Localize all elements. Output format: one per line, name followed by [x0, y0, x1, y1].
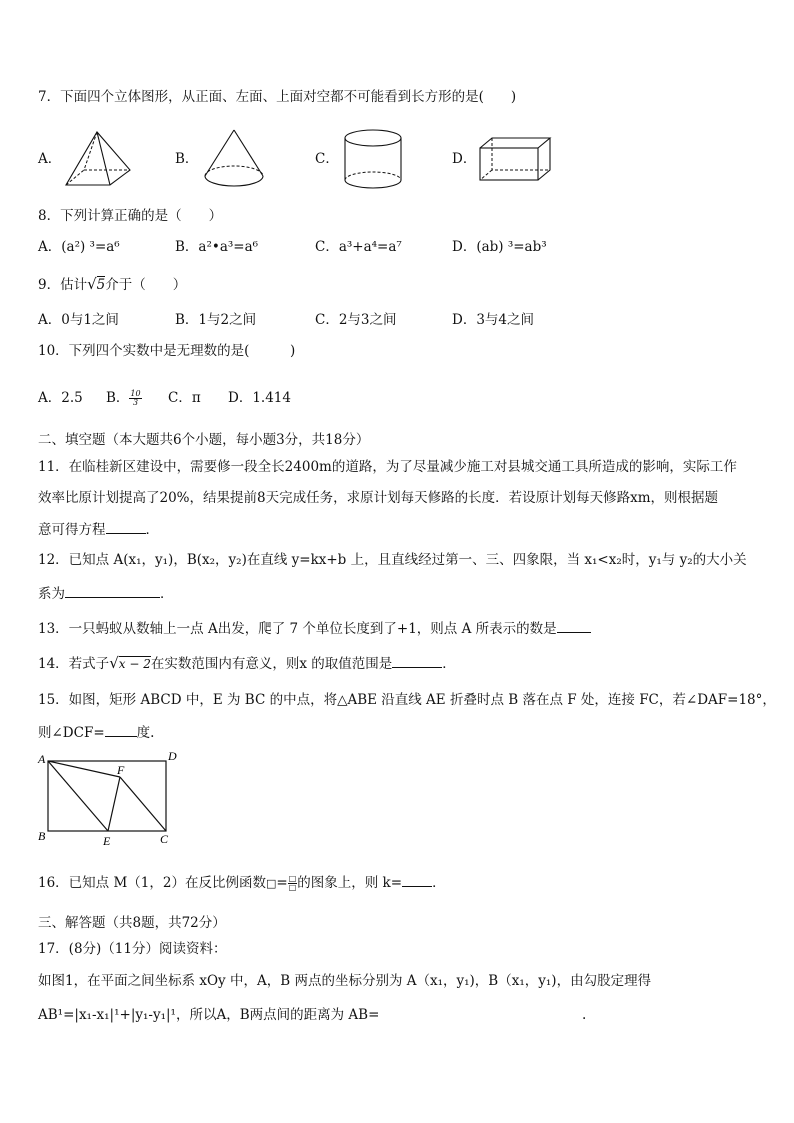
- q8-stem: 8．下列计算正确的是（ ）: [38, 208, 223, 224]
- q9-stem-post: 介于（ ）: [105, 277, 187, 293]
- q17-line3-end: .: [582, 1007, 587, 1023]
- pyramid-figure: [64, 130, 134, 188]
- cylinder-figure: [342, 128, 404, 192]
- q14-end: ．: [442, 656, 456, 672]
- q11-line3-pre: 意可得方程: [38, 522, 106, 538]
- rectangle-fold-figure: [36, 750, 186, 850]
- answer-blank[interactable]: [557, 619, 591, 633]
- answer-blank[interactable]: [65, 584, 160, 598]
- q16-pre: 16．已知点 M（1，2）在反比例函数: [38, 875, 266, 891]
- q15-line2-pre: 则∠DCF=: [38, 725, 105, 741]
- label-d: D: [168, 749, 177, 763]
- answer-blank[interactable]: [402, 873, 432, 887]
- q7-option-c-label: C．: [315, 151, 339, 167]
- q8-option-b: B．a²•a³=a⁶: [175, 239, 259, 255]
- fraction-denominator: 3: [132, 398, 139, 407]
- cuboid-figure: [478, 136, 552, 182]
- q8-option-a: A．(a²) ³=a⁶: [38, 239, 120, 255]
- q12-line2-post: ．: [160, 586, 174, 602]
- q9-option-a: A．0与1之间: [38, 312, 119, 328]
- q16-placeholder-box: □: [265, 877, 277, 890]
- q8-option-d: D．(ab) ³=ab³: [452, 239, 547, 255]
- q7-option-b-label: B．: [175, 151, 199, 167]
- q10-option-b-label: B．: [106, 390, 130, 406]
- fraction-numerator-box: □: [288, 874, 297, 883]
- q16-end: ．: [432, 875, 446, 891]
- answer-blank[interactable]: [106, 520, 146, 534]
- q11-line3-post: ．: [145, 522, 159, 538]
- fraction-denominator-box: □: [288, 883, 297, 892]
- sqrt-symbol: √: [87, 275, 97, 293]
- q12-line1: 12．已知点 A(x₁，y₁)，B(x₂，y₂)在直线 y=kx+b 上，且直线经过第一、三、四象限，当 x₁<x₂时，y₁与 y₂的大小关: [38, 552, 747, 568]
- q7-option-a-label: A．: [38, 151, 62, 167]
- q9-option-b: B．1与2之间: [175, 312, 257, 328]
- q14-line: [38, 654, 456, 673]
- q10-option-c: C．π: [168, 390, 201, 406]
- q12-line2: [38, 584, 174, 603]
- q9-option-c: C．2与3之间: [315, 312, 397, 328]
- q7-stem: 7．下面四个立体图形，从正面、左面、上面对空都不可能看到长方形的是( ): [38, 89, 517, 105]
- fraction: [129, 390, 141, 407]
- q9-radicand: 5: [96, 277, 106, 293]
- fraction-numerator: 10: [130, 389, 141, 398]
- label-b: B: [38, 829, 46, 843]
- q8-option-c: C．a³+a⁴=a⁷: [315, 239, 402, 255]
- label-f: F: [117, 763, 125, 777]
- q15-line2-post: 度.: [136, 725, 155, 741]
- answer-blank[interactable]: [105, 723, 137, 737]
- q10-option-a: A．2.5: [38, 390, 83, 406]
- sqrt-symbol: √: [109, 654, 119, 672]
- q11-line3: [38, 520, 159, 539]
- q7-option-d-label: D．: [452, 151, 477, 167]
- q17-line3: AB¹=|x₁-x₁|¹+|y₁-y₁|¹，所以A，B两点间的距离为 AB=: [38, 1007, 380, 1023]
- q10-option-d: D．1.414: [228, 390, 291, 406]
- section2-heading: 二、填空题（本大题共6个小题，每小题3分，共18分）: [38, 432, 370, 448]
- q14-radicand: x − 2: [118, 657, 151, 671]
- q15-line2: [38, 723, 154, 742]
- fraction: [288, 875, 298, 892]
- q13-line: [38, 619, 591, 638]
- q14-post: 在实数范围内有意义，则x 的取值范围是: [150, 656, 393, 672]
- q13-text: 13．一只蚂蚁从数轴上一点 A出发，爬了 7 个单位长度到了+1，则点 A 所表示的数是: [38, 621, 557, 637]
- q17-line2: 如图1，在平面之间坐标系 xOy 中，A，B 两点的坐标分别为 A（x₁，y₁)，B（x₁，y₁)，由勾股定理得: [38, 973, 652, 989]
- label-e: E: [103, 834, 111, 848]
- section3-heading: 三、解答题（共8题，共72分）: [38, 915, 226, 931]
- q12-line2-pre: 系为: [38, 586, 65, 602]
- q17-line1: 17．(8分)（11分）阅读资料：: [38, 941, 227, 957]
- label-c: C: [160, 832, 169, 846]
- q9-stem: [38, 275, 186, 294]
- q10-stem: 10．下列四个实数中是无理数的是( ): [38, 343, 296, 359]
- answer-blank[interactable]: [392, 654, 442, 668]
- q9-stem-pre: 9．估计: [38, 277, 88, 293]
- q9-option-d: D．3与4之间: [452, 312, 535, 328]
- q11-line1: 11．在临桂新区建设中，需要修一段全长2400m的道路，为了尽量减少施工对县城交通工具所造成的影响，实际工作: [38, 459, 737, 475]
- q14-pre: 14．若式子: [38, 656, 110, 672]
- cone-figure: [202, 128, 266, 190]
- q16-post: 的图象上，则 k=: [297, 875, 403, 891]
- q16-line: 16．已知点 M（1，2）在反比例函数□= $\frac{□}{□}$ 的图象上，则 k= ．: [38, 874, 446, 892]
- q11-line2: 效率比原计划提高了20%，结果提前8天完成任务，求原计划每天修路的长度．若设原计划每天修路xm，则根据题: [38, 490, 719, 506]
- q15-line1: 15．如图，矩形 ABCD 中，E 为 BC 的中点，将△ABE 沿直线 AE 折叠时点 B 落在点 F 处，连接 FC，若∠DAF=18°，: [38, 692, 776, 708]
- label-a: A: [38, 752, 46, 766]
- q10-option-b: [106, 389, 142, 407]
